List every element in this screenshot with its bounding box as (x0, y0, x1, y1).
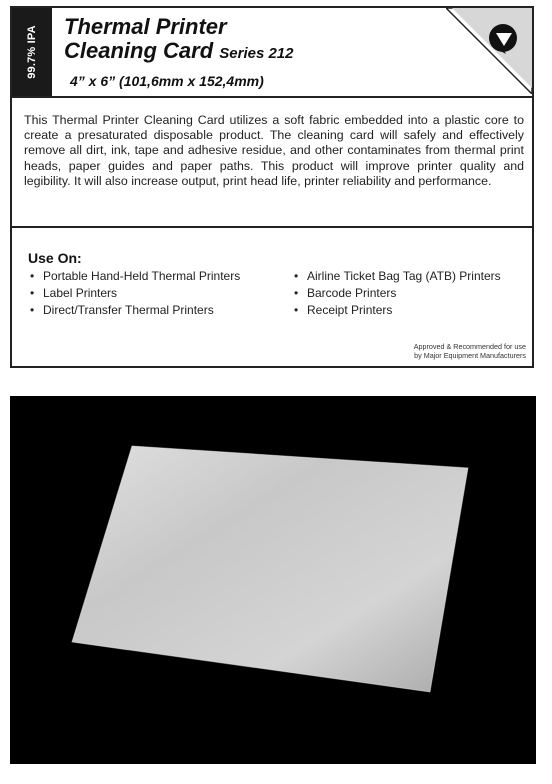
list-item: • Label Printers (28, 285, 240, 302)
product-title (64, 15, 294, 66)
cleaning-card-image (10, 396, 536, 764)
product-info-panel (10, 6, 534, 368)
title-line-1: Thermal Printer (64, 14, 227, 39)
use-on-list-left (28, 268, 240, 319)
ipa-strip (12, 8, 52, 96)
series-label: Series 212 (219, 45, 294, 62)
approval-note (414, 342, 526, 360)
list-item: • Portable Hand-Held Thermal Printers (28, 268, 240, 285)
approval-line-1: Approved & Recommended for use (413, 342, 526, 351)
list-item: • Barcode Printers (292, 285, 501, 302)
title-line-2-text: Cleaning Card (64, 38, 214, 63)
list-item: • Receipt Printers (292, 302, 501, 319)
section-divider (12, 226, 532, 228)
size-label: 4” x 6” (101,6mm x 152,4mm) (70, 73, 264, 89)
list-item: • Airline Ticket Bag Tag (ATB) Printers (292, 268, 501, 285)
ipa-label: 99.7% IPA (26, 25, 38, 79)
title-line-2 (64, 39, 294, 66)
brand-logo-icon (446, 8, 532, 94)
use-on-list-right (292, 268, 501, 319)
approval-line-2: by Major Equipment Manufacturers (414, 351, 526, 360)
header (12, 8, 532, 98)
product-description: This Thermal Printer Cleaning Card utilizes a soft fabric embedded into a plastic core to create a presaturated disposable product. The cleaning card will safely and effectively remove all dirt, ink, tape and adhesive residue, and other contaminates from thermal print heads, paper guides and paper paths. This product will improve printer quality and legibility. It will also increase output, print head life, printer reliability and performance. (24, 113, 524, 188)
use-on-title: Use On: (28, 250, 82, 266)
product-photo (10, 396, 536, 764)
list-item: • Direct/Transfer Thermal Printers (28, 302, 240, 319)
